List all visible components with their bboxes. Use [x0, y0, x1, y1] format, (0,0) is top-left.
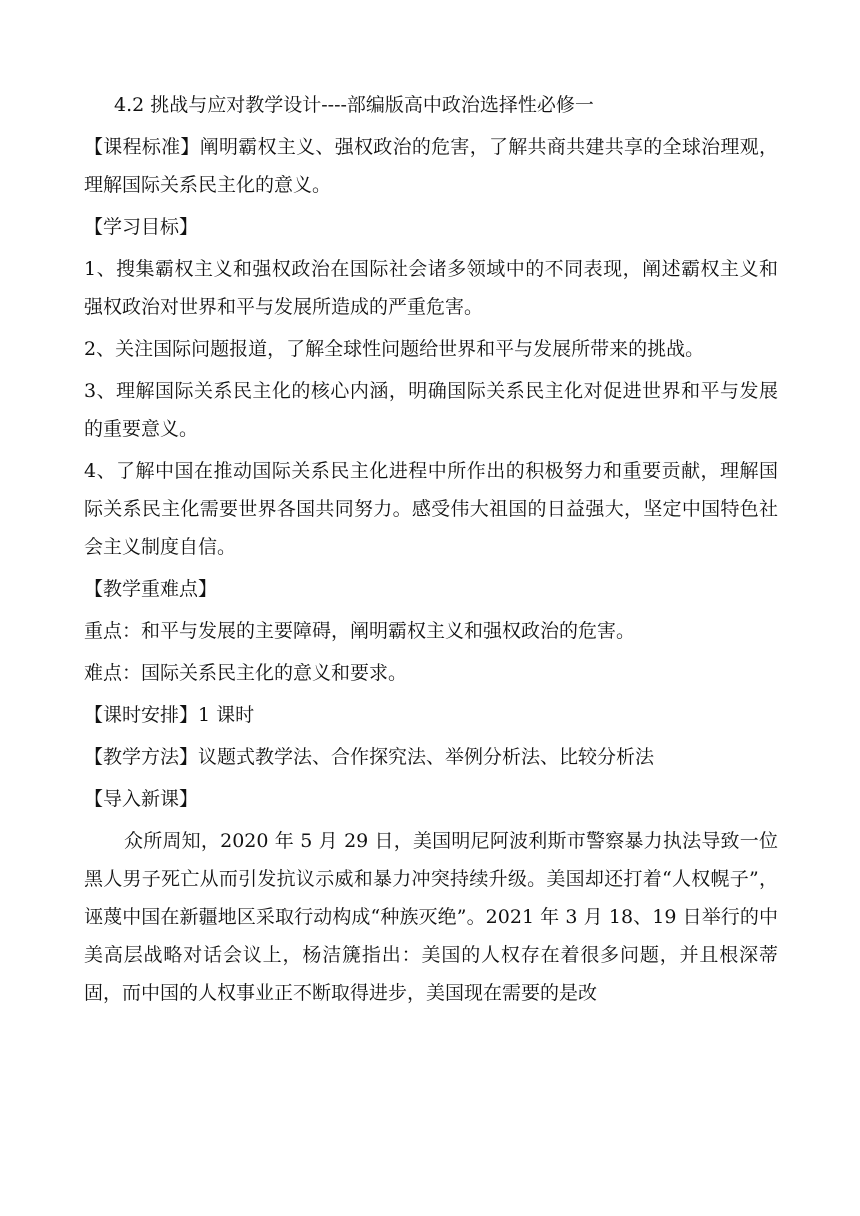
objectives-heading: 【学习目标】 — [84, 216, 199, 238]
intro-paragraph: 众所周知，2020 年 5 月 29 日，美国明尼阿波利斯市警察暴力执法导致一位黑人男子死亡从而引发抗议示威和暴力冲突持续升级。美国却还打着“人权幌子”，诬蔑中国在新疆地区采取行动构成“种族灭绝”。2021 年 3 月 18、19 日举行的中美高层战略对话会议上，杨洁篪指出：美国的人权存在着很多问题，并且根深蒂固，而中国的人权事业正不断取得进步，美国现在需要的是改 — [84, 830, 778, 1004]
objective-item: 1、搜集霸权主义和强权政治在国际社会诸多领域中的不同表现，阐述霸权主义和强权政治对世界和平与发展所造成的严重危害。 — [84, 258, 778, 318]
curriculum-standard: 【课程标准】阐明霸权主义、强权政治的危害，了解共商共建共享的全球治理观，理解国际关系民主化的意义。 — [84, 136, 778, 196]
key-point: 重点：和平与发展的主要障碍，阐明霸权主义和强权政治的危害。 — [84, 620, 636, 642]
objective-item: 4、了解中国在推动国际关系民主化进程中所作出的积极努力和重要贡献，理解国际关系民主化需要世界各国共同努力。感受伟大祖国的日益强大，坚定中国特色社会主义制度自信。 — [84, 460, 778, 558]
key-points-heading: 【教学重难点】 — [84, 578, 218, 600]
difficult-point: 难点：国际关系民主化的意义和要求。 — [84, 662, 408, 684]
schedule: 【课时安排】1 课时 — [84, 704, 255, 726]
intro-heading: 【导入新课】 — [84, 788, 199, 810]
document-title: 4.2 挑战与应对教学设计----部编版高中政治选择性必修一 — [114, 94, 594, 116]
objective-item: 3、理解国际关系民主化的核心内涵，明确国际关系民主化对促进世界和平与发展的重要意义。 — [84, 380, 778, 440]
teaching-methods: 【教学方法】议题式教学法、合作探究法、举例分析法、比较分析法 — [84, 746, 655, 768]
document-page — [84, 86, 778, 1012]
objective-item: 2、关注国际问题报道，了解全球性问题给世界和平与发展所带来的挑战。 — [84, 338, 705, 360]
